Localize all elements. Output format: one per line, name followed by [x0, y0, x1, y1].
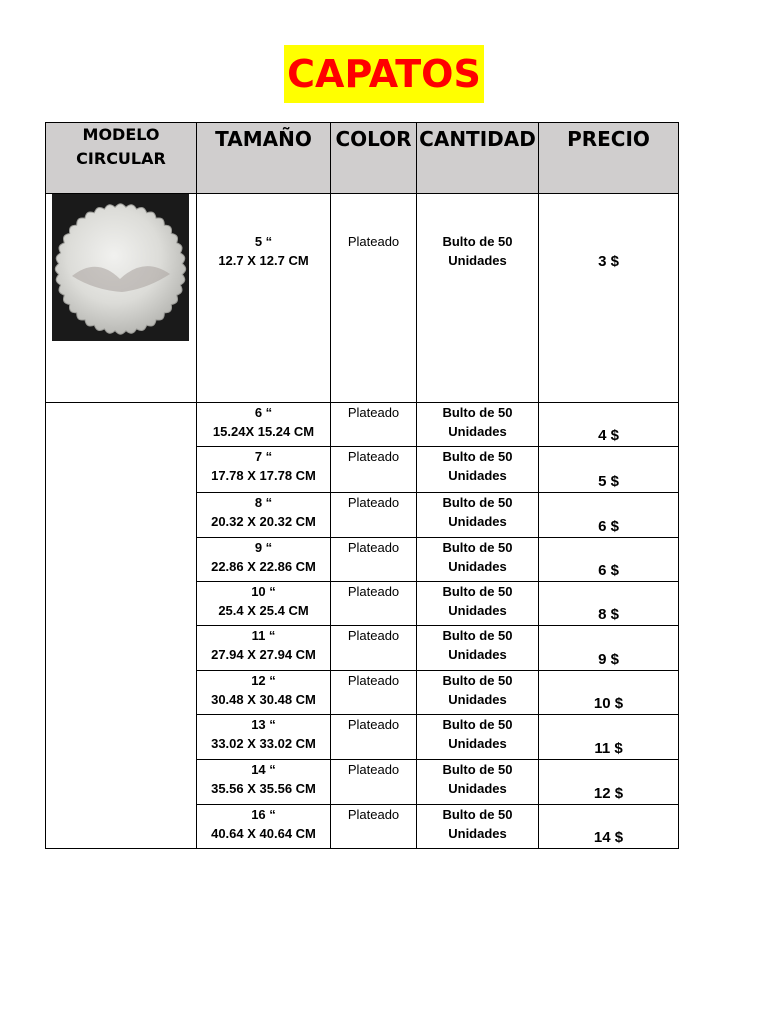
size-cm: 15.24X 15.24 CM: [212, 424, 315, 439]
quantity-line1: Bulto de 50: [442, 405, 513, 420]
quantity-cell: [417, 671, 539, 715]
color-cell: Plateado: [331, 626, 417, 671]
header-color: COLOR: [331, 123, 417, 194]
header-size: TAMAÑO: [197, 123, 331, 194]
size-cm: 40.64 X 40.64 CM: [211, 826, 316, 841]
quantity-line2: Unidades: [448, 514, 507, 529]
header-model-line1: MODELO: [82, 125, 160, 144]
size-cell: [197, 715, 331, 760]
color-cell: Plateado: [331, 447, 417, 493]
size-cm: 25.4 X 25.4 CM: [218, 603, 309, 618]
model-image-cell: [46, 194, 197, 403]
quantity-cell: [417, 626, 539, 671]
color-cell: Plateado: [331, 194, 417, 403]
price-cell: 12 $: [539, 760, 679, 805]
quantity-line1: Bulto de 50: [442, 234, 513, 249]
quantity-line2: Unidades: [448, 736, 507, 751]
color-cell: Plateado: [331, 715, 417, 760]
quantity-line1: Bulto de 50: [442, 673, 513, 688]
size-cm: 33.02 X 33.02 CM: [211, 736, 316, 751]
size-inches: 16 “: [251, 807, 276, 822]
quantity-line1: Bulto de 50: [442, 628, 513, 643]
quantity-cell: [417, 194, 539, 403]
size-inches: 7 “: [254, 449, 273, 464]
size-inches: 11 “: [251, 628, 276, 643]
size-cm: 22.86 X 22.86 CM: [211, 559, 316, 574]
size-cm: 20.32 X 20.32 CM: [211, 514, 316, 529]
price-table: [45, 122, 679, 849]
size-cell: [197, 626, 331, 671]
header-price: PRECIO: [539, 123, 679, 194]
color-cell: Plateado: [331, 582, 417, 626]
price-cell: 6 $: [539, 493, 679, 538]
quantity-line2: Unidades: [448, 826, 507, 841]
color-cell: Plateado: [331, 493, 417, 538]
size-cell: [197, 493, 331, 538]
price-cell: 11 $: [539, 715, 679, 760]
size-inches: 13 “: [251, 717, 276, 732]
header-model: [46, 123, 197, 194]
price-cell: 14 $: [539, 805, 679, 849]
size-inches: 9 “: [254, 540, 273, 555]
price-cell: 8 $: [539, 582, 679, 626]
size-cell: [197, 671, 331, 715]
size-cell: [197, 805, 331, 849]
size-inches: 14 “: [251, 762, 276, 777]
quantity-cell: [417, 538, 539, 582]
quantity-line2: Unidades: [448, 424, 507, 439]
size-cell: [197, 403, 331, 447]
color-cell: Plateado: [331, 538, 417, 582]
model-empty-cell: [46, 403, 197, 849]
color-cell: Plateado: [331, 805, 417, 849]
quantity-line2: Unidades: [448, 253, 507, 268]
size-inches: 8 “: [254, 495, 273, 510]
quantity-line1: Bulto de 50: [442, 584, 513, 599]
size-cell: [197, 760, 331, 805]
quantity-line2: Unidades: [448, 468, 507, 483]
color-cell: Plateado: [331, 403, 417, 447]
quantity-line1: Bulto de 50: [442, 449, 513, 464]
quantity-cell: [417, 447, 539, 493]
quantity-line1: Bulto de 50: [442, 807, 513, 822]
table-header-row: [46, 123, 679, 194]
quantity-line1: Bulto de 50: [442, 540, 513, 555]
quantity-line2: Unidades: [448, 603, 507, 618]
scalloped-round-silver-board-photo: [52, 194, 189, 341]
color-cell: Plateado: [331, 760, 417, 805]
quantity-cell: [417, 582, 539, 626]
quantity-line2: Unidades: [448, 692, 507, 707]
size-cm: 27.94 X 27.94 CM: [211, 647, 316, 662]
quantity-cell: [417, 493, 539, 538]
size-cell: [197, 194, 331, 403]
quantity-cell: [417, 403, 539, 447]
quantity-cell: [417, 760, 539, 805]
size-inches: 12 “: [251, 673, 276, 688]
size-cell: [197, 538, 331, 582]
quantity-line2: Unidades: [448, 781, 507, 796]
quantity-cell: [417, 805, 539, 849]
price-cell: 3 $: [539, 194, 679, 403]
table-body: [46, 194, 679, 849]
size-cm: 30.48 X 30.48 CM: [211, 692, 316, 707]
price-cell: 4 $: [539, 403, 679, 447]
size-cell: [197, 582, 331, 626]
color-cell: Plateado: [331, 671, 417, 715]
quantity-line1: Bulto de 50: [442, 717, 513, 732]
quantity-cell: [417, 715, 539, 760]
size-cell: [197, 447, 331, 493]
size-cm: 17.78 X 17.78 CM: [211, 468, 316, 483]
size-cm: 35.56 X 35.56 CM: [211, 781, 316, 796]
size-cm: 12.7 X 12.7 CM: [218, 253, 309, 268]
title-container: [0, 45, 768, 103]
price-cell: 6 $: [539, 538, 679, 582]
document-title: CAPATOS: [284, 45, 484, 103]
quantity-line1: Bulto de 50: [442, 762, 513, 777]
header-quantity: CANTIDAD: [417, 123, 539, 194]
quantity-line1: Bulto de 50: [442, 495, 513, 510]
price-cell: 9 $: [539, 626, 679, 671]
header-model-line2: CIRCULAR: [76, 149, 166, 168]
size-inches: 10 “: [251, 584, 276, 599]
quantity-line2: Unidades: [448, 559, 507, 574]
price-cell: 5 $: [539, 447, 679, 493]
size-inches: 5 “: [254, 234, 273, 249]
table-row: [46, 194, 679, 403]
table-row: [46, 403, 679, 447]
size-inches: 6 “: [254, 405, 273, 420]
quantity-line2: Unidades: [448, 647, 507, 662]
price-cell: 10 $: [539, 671, 679, 715]
